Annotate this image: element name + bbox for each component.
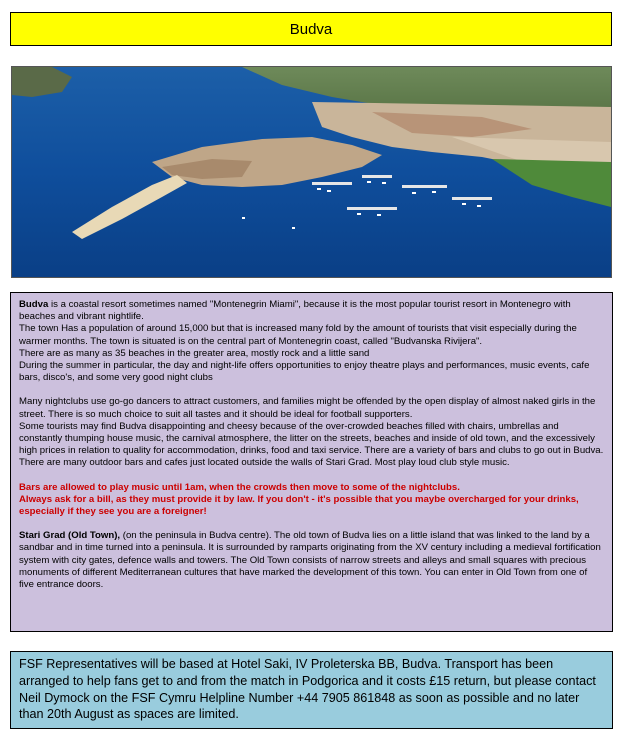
nightlife-line-2: Some tourists may find Budva disappointing and cheesy because of the over-crowded beaches filled with chairs, umbrellas and constantly thumping house music, the carnival atmosphere, the litter on the streets, beaches and inside of old town, and the excessively high prices in relation to quality for accommodation, drinks, food and taxi service. There are a variety of bars and clubs to go out in Budva. There are many outdoor bars and cafes just located outside the walls of Stari Grad. Most play loud club style music. <box>19 420 604 469</box>
intro-line-2: The town Has a population of around 15,000 but that is increased many fold by the amount of tourists that visit especially during the warmer months. The town is situated is on the central part of Montenegrin coast, called "Budvanska Rivijera". <box>19 323 577 347</box>
budva-aerial-photo <box>11 66 612 278</box>
fsf-notice: FSF Representatives will be based at Hotel Saki, IV Proleterska BB, Budva. Transport has been arranged to help fans get to and from the match in Podgorica and it costs £15 return, but please contact Neil Dymock on the FSF Cymru Helpline Number +44 7905 861848 as soon as possible and no later than 20th August as spaces are limited. <box>10 651 613 729</box>
stari-grad-text: (on the peninsula in Budva centre). The old town of Budva lies on a little island that was linked to the land by a sandbar and in time turned into a peninsula. It is surrounded by ramparts originating from the XV century including a medieval fortification system with city gates, defence walls and towers. The Old Town consists of narrow streets and alleys and small squares with precious monuments of different Mediterranean cultures that have marked the development of this town. You can enter in Old Town from one of five entrance doors. <box>19 530 601 591</box>
intro-town-name: Budva <box>19 299 49 310</box>
nightlife-line-1: Many nightclubs use go-go dancers to attract customers, and families might be offended by the open display of almost naked girls in the street. There is so much choice to suit all tastes and it should be ideal for football supporters. <box>19 396 596 420</box>
intro-paragraph <box>19 299 604 384</box>
warning-paragraph <box>19 482 604 519</box>
stari-grad-paragraph <box>19 530 604 591</box>
page-title: Budva <box>10 12 612 46</box>
warning-line-2: Always ask for a bill, as they must provide it by law. If you don't - it's possible that you maybe overcharged for your drinks, especially if they see you are a foreigner! <box>19 493 579 518</box>
budva-info-box <box>10 292 613 632</box>
intro-line-4: During the summer in particular, the day and night-life offers opportunities to enjoy theatre plays and performances, music events, cafe bars, disco's, and some very good night clubs <box>19 360 590 384</box>
intro-line-1: is a coastal resort sometimes named "Montenegrin Miami", because it is the most popular tourist resort in Montenegro with beaches and vibrant nightlife. <box>19 299 571 323</box>
intro-line-3: There are as many as 35 beaches in the greater area, mostly rock and a little sand <box>19 347 370 359</box>
stari-grad-name: Stari Grad (Old Town), <box>19 530 121 542</box>
warning-line-1: Bars are allowed to play music until 1am, when the crowds then move to some of the nightclubs. <box>19 481 460 493</box>
nightlife-paragraph <box>19 396 604 469</box>
